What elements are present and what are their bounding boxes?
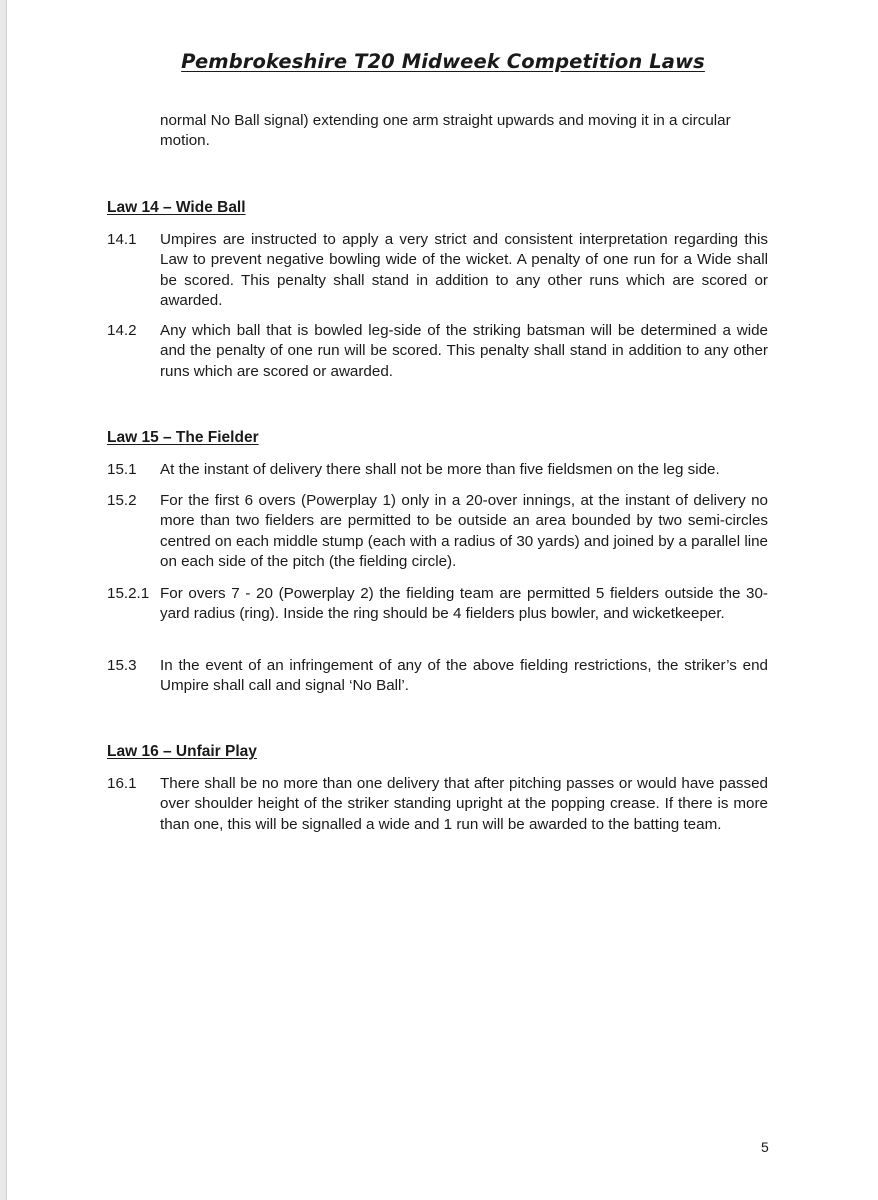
- clause-number: 14.2: [107, 322, 137, 339]
- clause-text: Any which ball that is bowled leg-side of the striking batsman will be determined a wide and the penalty of one run will be scored. This penalty shall stand in addition to any other runs which are scored or awarded.: [160, 322, 768, 380]
- clause-text: There shall be no more than one delivery that after pitching passes or would have passed over shoulder height of the striker standing upright at the popping crease. If there is more than one, this will be signalled a wide and 1 run will be awarded to the batting team.: [160, 775, 768, 833]
- clause-15-2: [107, 491, 768, 573]
- law-16-heading: Law 16 – Unfair Play: [107, 743, 257, 760]
- clause-15-1: [107, 460, 768, 480]
- clause-number: 15.2: [107, 492, 137, 509]
- document-title: Pembrokeshire T20 Midweek Competition Laws: [181, 50, 705, 73]
- clause-number: 15.3: [107, 657, 137, 674]
- page-number: 5: [761, 1139, 769, 1155]
- clause-number: 15.2.1: [107, 585, 150, 602]
- clause-16-1: [107, 774, 768, 835]
- document-page: [6, 0, 878, 1200]
- clause-text: For overs 7 - 20 (Powerplay 2) the fielding team are permitted 5 fielders outside the 30-yard radius (ring). Inside the ring should be 4 fielders plus bowler, and wicketkeeper.: [160, 585, 768, 623]
- clause-text: At the instant of delivery there shall not be more than five fieldsmen on the leg side.: [160, 461, 720, 478]
- clause-text: Umpires are instructed to apply a very strict and consistent interpretation regarding this Law to prevent negative bowling wide of the wicket. A penalty of one run for a Wide shall be scored. This penalty shall stand in addition to any other runs which are scored or awarded.: [160, 231, 768, 310]
- clause-15-2-1: [107, 584, 768, 625]
- clause-number: 16.1: [107, 775, 137, 792]
- continuation-paragraph: normal No Ball signal) extending one arm straight upwards and moving it in a circular motion.: [160, 112, 731, 150]
- law-14-heading: Law 14 – Wide Ball: [107, 199, 246, 216]
- clause-number: 14.1: [107, 231, 137, 248]
- clause-text: For the first 6 overs (Powerplay 1) only in a 20-over innings, at the instant of delivery no more than two fielders are permitted to be outside an area bounded by two semi-circles centred on each middle stump (each with a radius of 30 yards) and joined by a parallel line on each side of the pitch (the fielding circle).: [160, 492, 768, 571]
- clause-15-3: [107, 656, 768, 697]
- law-15-heading: Law 15 – The Fielder: [107, 429, 259, 446]
- clause-14-1: [107, 230, 768, 312]
- clause-text: In the event of an infringement of any of the above fielding restrictions, the striker’s end Umpire shall call and signal ‘No Ball’.: [160, 657, 768, 695]
- clause-number: 15.1: [107, 461, 137, 478]
- clause-14-2: [107, 321, 768, 382]
